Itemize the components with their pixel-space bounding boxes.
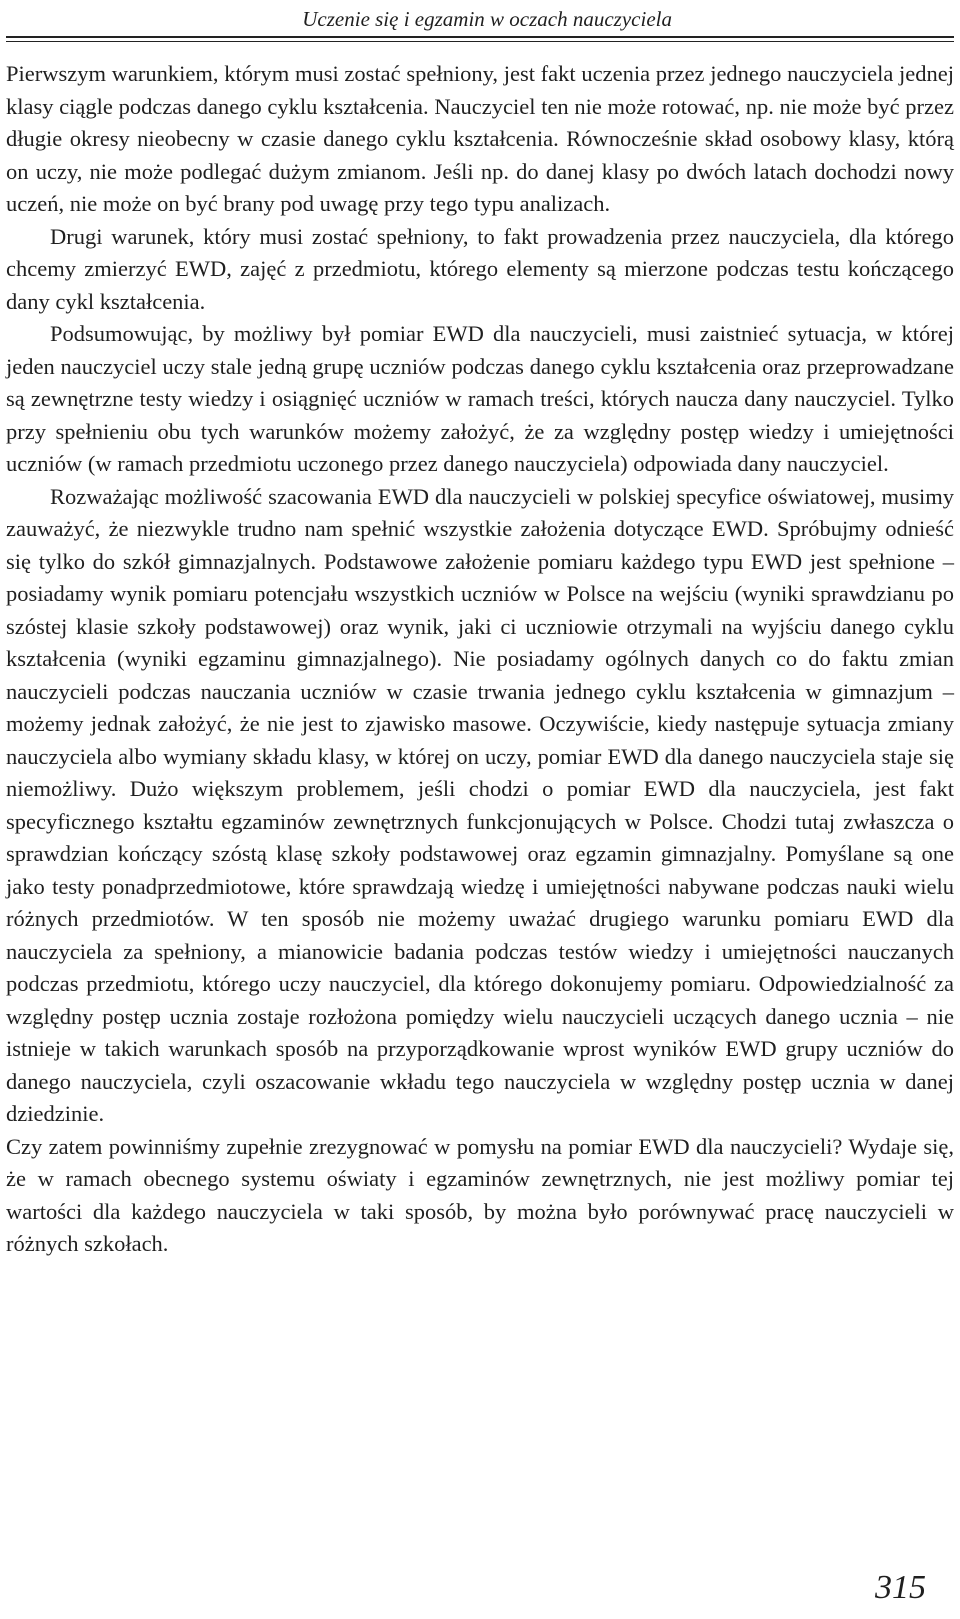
page-number: 315 <box>875 1569 926 1606</box>
running-title: Uczenie się i egzamin w oczach nauczyciela <box>302 7 672 31</box>
paragraph: Drugi warunek, który musi zostać spełniony, to fakt prowadzenia przez nauczyciela, dla którego chcemy zmierzyć EWD, zajęć z przedmiotu, którego elementy są mierzone podczas testu kończącego dany cykl kształcenia. <box>6 223 954 314</box>
paragraph: Podsumowując, by możliwy był pomiar EWD dla nauczycieli, musi zaistnieć sytuacja, w której jeden nauczyciel uczy stale jedną grupę uczniów podczas danego cyklu kształcenia oraz przeprowadzane są zewnętrzne testy wiedzy i osiągnięć uczniów w ramach treści, których naucza dany nauczyciel. Tylko przy spełnieniu obu tych warunków możemy założyć, że za względny postęp wiedzy i umiejętności uczniów (w ramach przedmiotu uczonego przez danego nauczyciela) odpowiada dany nauczyciel. <box>6 321 954 476</box>
paragraph: Rozważając możliwość szacowania EWD dla nauczycieli w polskiej specyfice oświatowej, musimy zauważyć, że niezwykle trudno nam spełnić wszystkie założenia dotyczące EWD. Spróbujmy odnieść się tylko do szkół gimnazjalnych. Podstawowe założenie pomiaru każdego typu EWD jest spełnione – posiadamy wynik pomiaru potencjału wszystkich uczniów w Polsce na wejściu (wyniki sprawdzianu po szóstej klasie szkoły podstawowej) oraz wynik, jaki ci uczniowie otrzymali na wyjściu danego cyklu kształcenia (wyniki egzaminu gimnazjalnego). Nie posiadamy ogólnych danych co do faktu zmian nauczycieli podczas nauczania uczniów w czasie trwania jednego cyklu kształcenia w gimnazjum – możemy jednak założyć, że nie jest to zjawisko masowe. Oczywiście, kiedy następuje sytuacja zmiany nauczyciela albo wymiany składu klasy, w której on uczy, pomiar EWD dla danego nauczyciela staje się niemożliwy. Dużo większym problemem, jeśli chodzi o pomiar EWD dla nauczyciela, jest fakt specyficznego kształtu egzaminów zewnętrznych funkcjonujących w Polsce. Chodzi tutaj zwłaszcza o sprawdzian kończący szóstą klasę szkoły podstawowej oraz egzamin gimnazjalny. Pomyślane są one jako testy ponadprzedmiotowe, które sprawdzają wiedzę i umiejętności nabywane podczas nauki wielu różnych przedmiotów. W ten sposób nie możemy uważać drugiego warunku pomiaru EWD dla nauczyciela za spełniony, a mianowicie badania podczas testów wiedzy i umiejętności nauczanych podczas przedmiotu, którego uczy nauczyciel, dla którego dokonujemy pomiaru. Odpowiedzialność za względny postęp ucznia zostaje rozłożona pomiędzy wielu nauczycieli uczących danego ucznia – nie istnieje w takich warunkach sposób na przyporządkowanie wprost wyników EWD grupy uczniów do danego nauczyciela, czyli oszacowanie wkładu tego nauczyciela w względny postęp ucznia w danej dziedzinie. <box>6 483 954 1126</box>
paragraph: Czy zatem powinniśmy zupełnie zrezygnować w pomysłu na pomiar EWD dla nauczycieli? Wydaje się, że w ramach obecnego systemu oświaty i egzaminów zewnętrznych, nie jest możliwy pomiar tej wartości dla każdego nauczyciela w taki sposób, by można było porównywać pracę nauczycieli w różnych szkołach. <box>6 1133 954 1256</box>
paragraph: Pierwszym warunkiem, którym musi zostać spełniony, jest fakt uczenia przez jednego nauczyciela jednej klasy ciągle podczas danego cyklu kształcenia. Nauczyciel ten nie może rotować, np. nie może być przez długie okresy nieobecny w czasie danego cyklu kształcenia. Równocześnie skład osobowy klasy, którą on uczy, nie może podlegać dużym zmianom. Jeśli np. do danej klasy po dwóch latach dochodzi nowy uczeń, nie może on być brany pod uwagę przy tego typu analizach. <box>6 61 954 216</box>
header-rule-thick <box>6 36 954 38</box>
running-header <box>0 0 960 42</box>
header-rule-thin <box>6 41 954 42</box>
body-text <box>6 58 954 1261</box>
